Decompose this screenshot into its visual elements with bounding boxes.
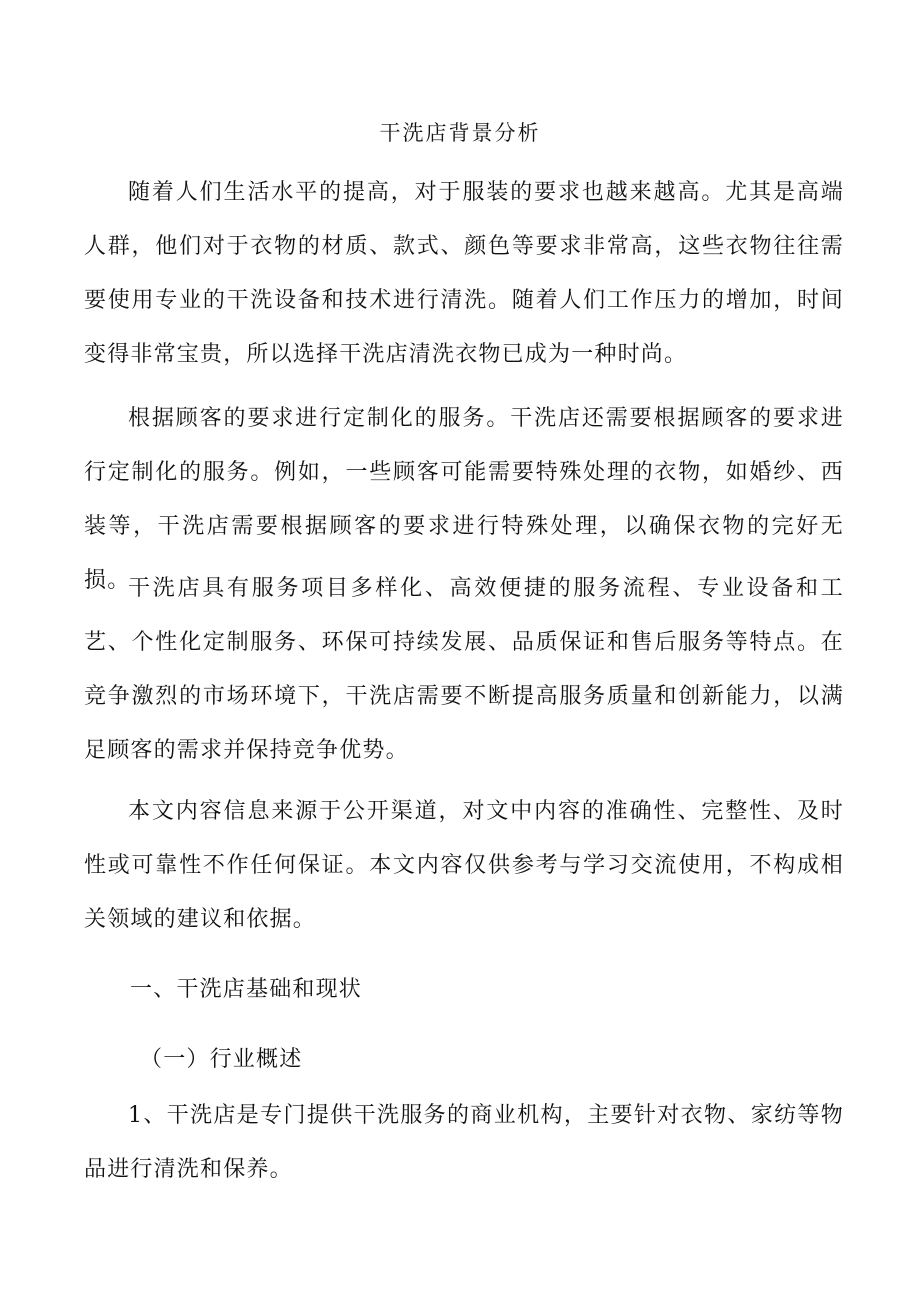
paragraph-customization: 根据顾客的要求进行定制化的服务。干洗店还需要根据顾客的要求进行定制化的服务。例如，一些顾客可能需要特殊处理的衣物，如婚纱、西装等，干洗店需要根据顾客的要求进行特殊处理，以确保衣物的完好无损。 (84, 406, 844, 593)
paragraph-item-1: 1、干洗店是专门提供干洗服务的商业机构，主要针对衣物、家纺等物品进行清洗和保养。 (84, 1103, 844, 1182)
paragraph-features: 干洗店具有服务项目多样化、高效便捷的服务流程、专业设备和工艺、个性化定制服务、环保可持续发展、品质保证和售后服务等特点。在竞争激烈的市场环境下，干洗店需要不断提高服务质量和创新能力，以满足顾客的需求并保持竞争优势。 (84, 576, 844, 763)
paragraph-background: 随着人们生活水平的提高，对于服装的要求也越来越高。尤其是高端人群，他们对于衣物的材质、款式、颜色等要求非常高，这些衣物往往需要使用专业的干洗设备和技术进行清洗。随着人们工作压力的增加，时间变得非常宝贵，所以选择干洗店清洗衣物已成为一种时尚。 (84, 180, 844, 367)
subsection-heading: （一）行业概述 (140, 1047, 303, 1072)
document-title: 干洗店背景分析 (379, 121, 541, 145)
section-heading: 一、干洗店基础和现状 (130, 977, 363, 1002)
paragraph-disclaimer: 本文内容信息来源于公开渠道，对文中内容的准确性、完整性、及时性或可靠性不作任何保证。本文内容仅供参考与学习交流使用，不构成相关领域的建议和依据。 (84, 799, 844, 932)
